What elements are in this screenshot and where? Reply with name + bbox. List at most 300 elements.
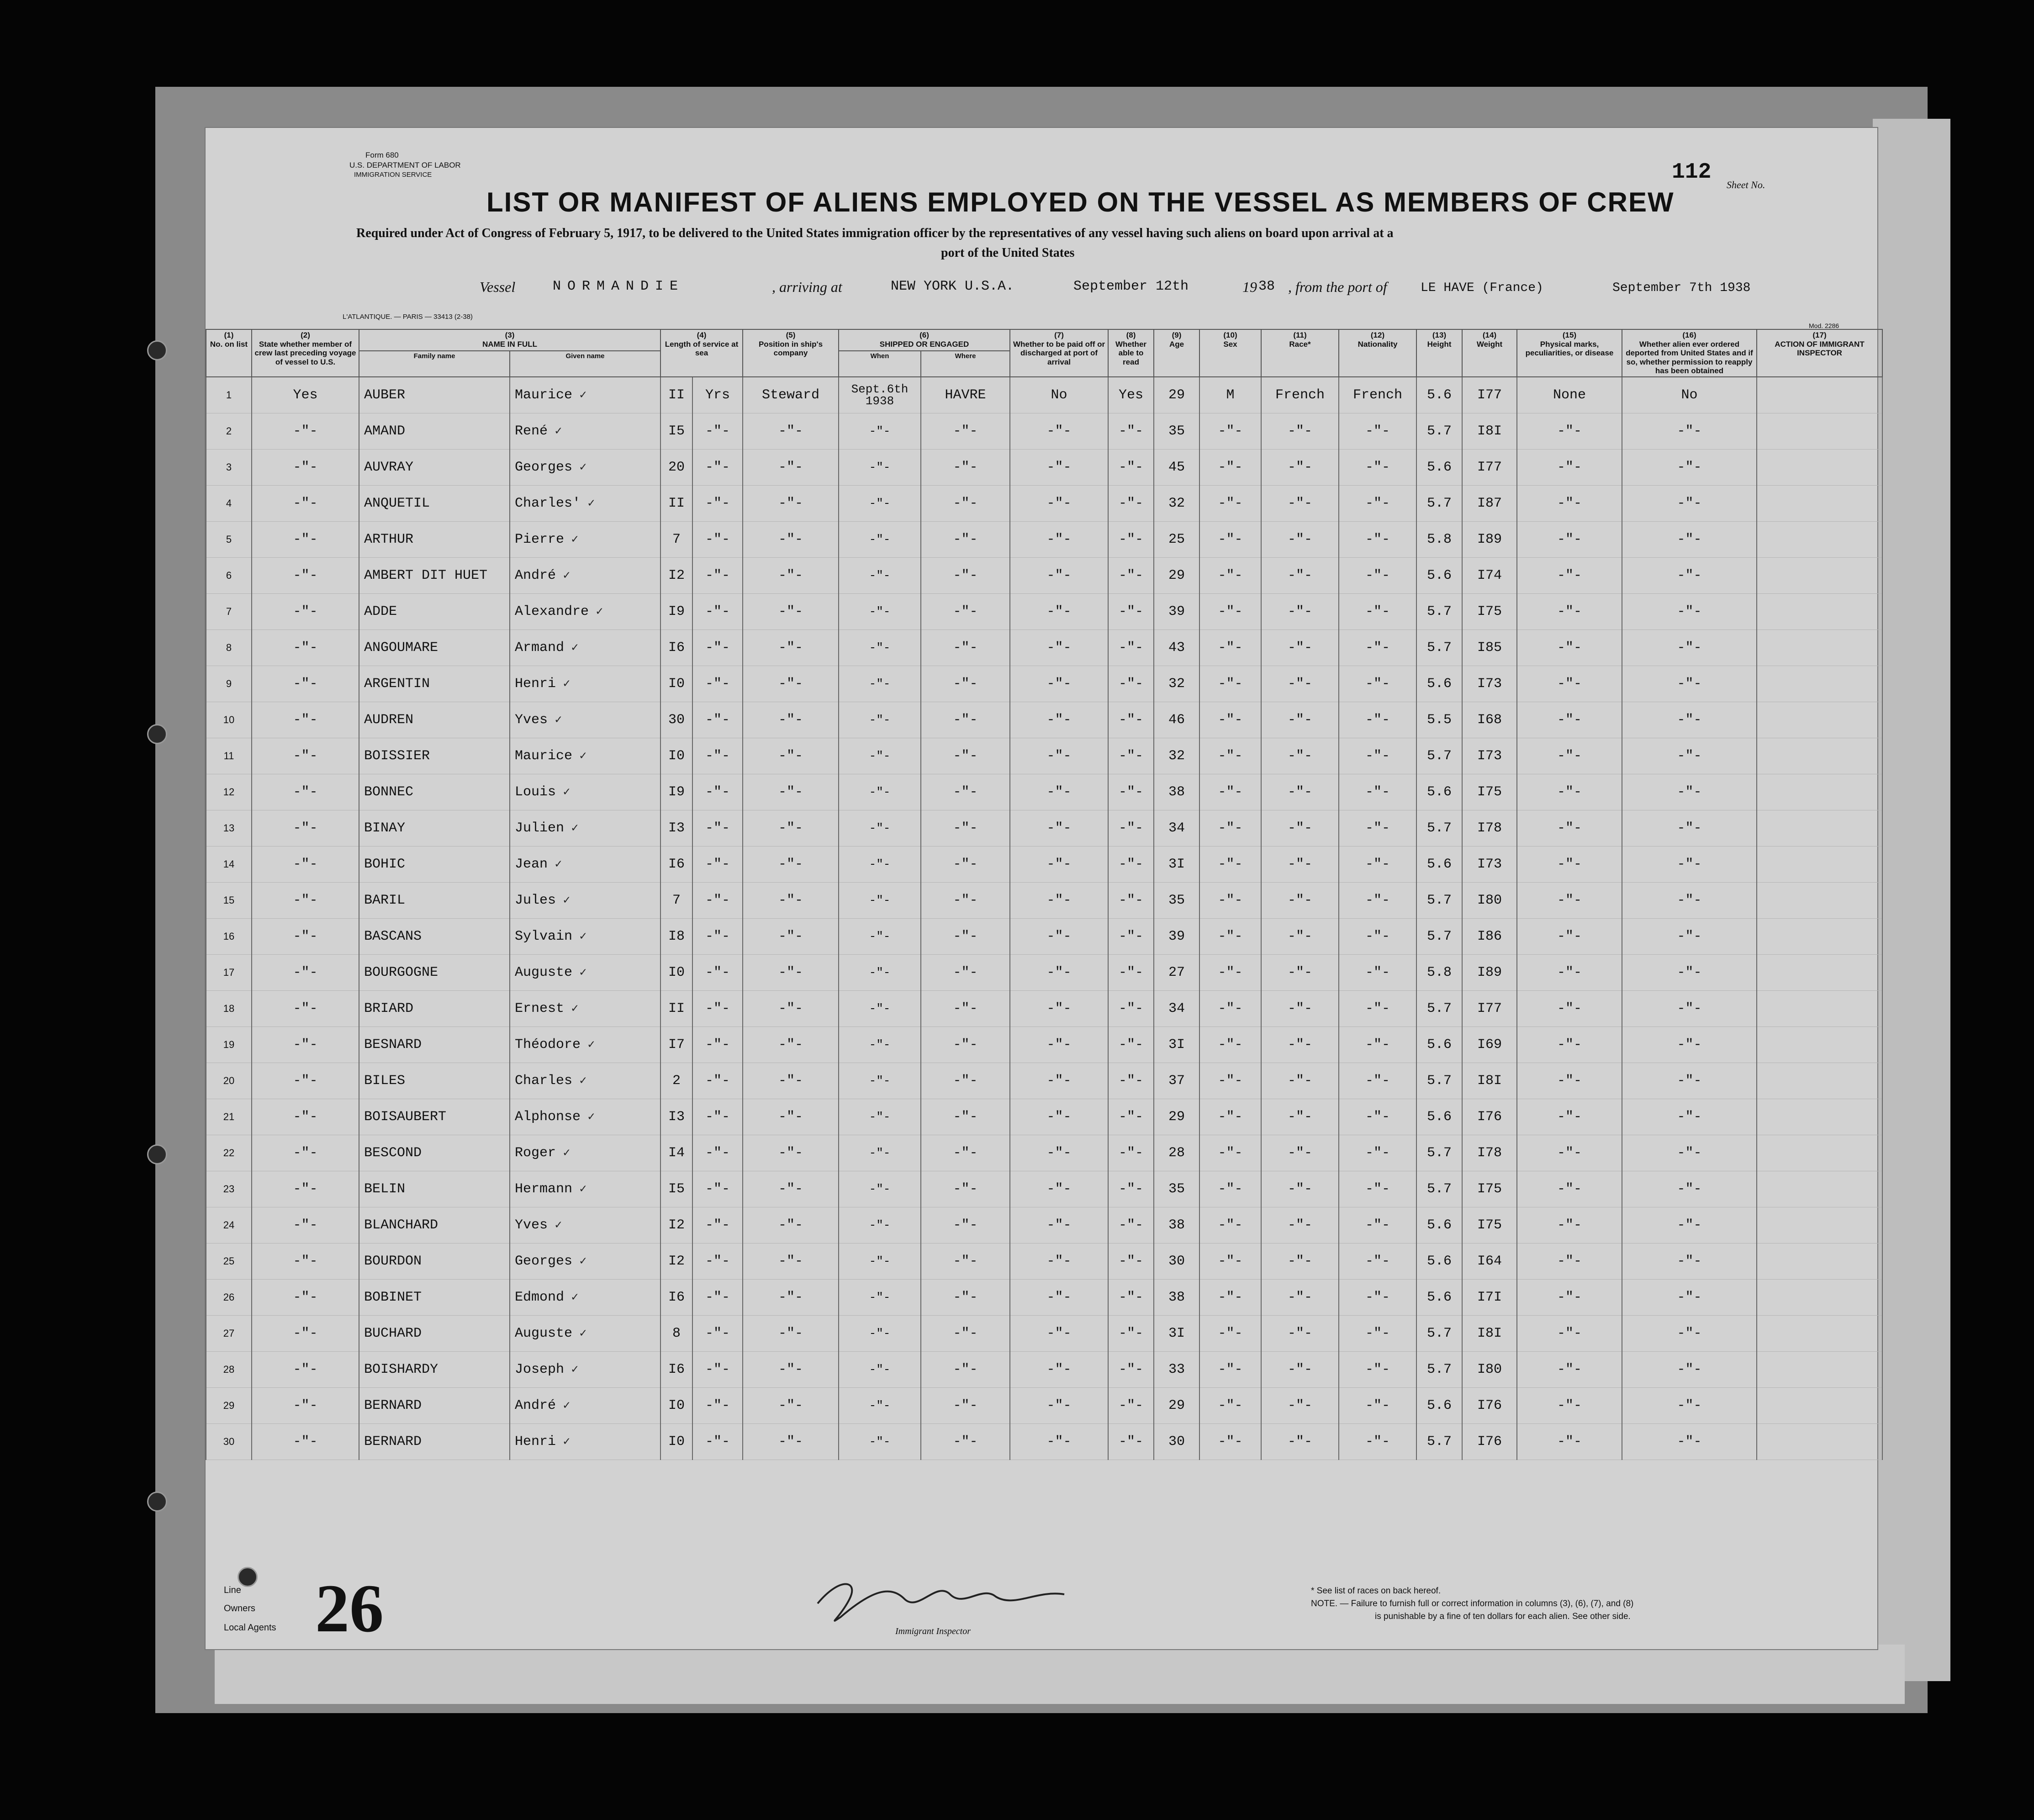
shipped-where-cell: -"- [921,954,1010,990]
height-cell: 5.6 [1416,1387,1462,1423]
given-name-cell: André ✓ [510,557,660,593]
given-name-cell: Maurice ✓ [510,738,660,774]
age-cell: 25 [1154,521,1199,557]
col-header-when: When [839,351,921,377]
shipped-where-cell: -"- [921,1279,1010,1315]
row-number-cell: 13 [206,810,252,846]
weight-cell: I7I [1462,1279,1517,1315]
row-number-cell: 27 [206,1315,252,1351]
age-cell: 38 [1154,774,1199,810]
check-mark-icon: ✓ [572,388,587,402]
background-sheet-bottom [215,1645,1905,1704]
length-of-service-cell: 30 [660,702,692,738]
col-header-previous-voyage: (2) State whether member of crew last preceding voyage of vessel to U.S. [252,329,359,377]
shipped-where-cell: -"- [921,521,1010,557]
age-cell: 32 [1154,666,1199,702]
height-cell: 5.6 [1416,1207,1462,1243]
service-unit-cell: -"- [692,810,743,846]
col-header-paid-off: (7) Whether to be paid off or discharged at port of arrival [1010,329,1108,377]
length-of-service-cell: I8 [660,918,692,954]
given-name-cell: Auguste ✓ [510,954,660,990]
check-mark-icon: ✓ [548,1218,562,1232]
service-unit-cell: -"- [692,449,743,485]
shipped-where-cell: -"- [921,413,1010,449]
length-of-service-cell: I0 [660,1423,692,1460]
weight-cell: I73 [1462,666,1517,702]
col-header-nationality: (12) Nationality [1339,329,1416,377]
row-number-cell: 28 [206,1351,252,1387]
paid-off-cell: -"- [1010,882,1108,918]
service-unit-cell: -"- [692,1135,743,1171]
given-name-cell: Joseph ✓ [510,1351,660,1387]
inspector-action-cell [1757,1387,1882,1423]
deported-cell: -"- [1622,593,1757,630]
sex-cell: -"- [1199,990,1261,1026]
vessel-name: NORMANDIE [553,279,685,294]
weight-cell: I76 [1462,1387,1517,1423]
table-row [206,413,1882,449]
paid-off-cell: -"- [1010,990,1108,1026]
shipped-where-cell: -"- [921,630,1010,666]
sex-cell: -"- [1199,954,1261,990]
position-cell: -"- [743,1171,839,1207]
position-cell: -"- [743,593,839,630]
service-unit-cell: -"- [692,1099,743,1135]
weight-cell: I69 [1462,1026,1517,1063]
departure-date: September 7th 1938 [1612,281,1751,295]
inspector-action-cell [1757,377,1882,413]
inspector-action-cell [1757,666,1882,702]
sex-cell: -"- [1199,1063,1261,1099]
able-to-read-cell: -"- [1108,1279,1154,1315]
nationality-cell: -"- [1339,810,1416,846]
previous-voyage-cell: -"- [252,810,359,846]
given-name-cell: Hermann ✓ [510,1171,660,1207]
check-mark-icon: ✓ [556,677,571,691]
weight-cell: I8I [1462,1315,1517,1351]
height-cell: 5.6 [1416,1243,1462,1279]
deported-cell: -"- [1622,1351,1757,1387]
table-row [206,1423,1882,1460]
arrival-port: NEW YORK U.S.A. [891,279,1014,294]
paid-off-cell: -"- [1010,557,1108,593]
family-name-cell: BOBINET [359,1279,510,1315]
check-mark-icon: ✓ [556,893,571,907]
given-name-cell: Henri ✓ [510,666,660,702]
family-name-cell: BOISSIER [359,738,510,774]
shipped-where-cell: -"- [921,1063,1010,1099]
able-to-read-cell: -"- [1108,1135,1154,1171]
age-cell: 29 [1154,1099,1199,1135]
previous-voyage-cell: -"- [252,449,359,485]
service-unit-cell: Yrs [692,377,743,413]
arrival-date: September 12th [1073,279,1189,294]
deported-cell: -"- [1622,738,1757,774]
age-cell: 32 [1154,485,1199,521]
given-name-cell: Sylvain ✓ [510,918,660,954]
service-unit-cell: -"- [692,882,743,918]
height-cell: 5.6 [1416,1279,1462,1315]
sheet-number-label: Sheet No. [1727,179,1765,190]
length-of-service-cell: I6 [660,1351,692,1387]
paid-off-cell: -"- [1010,774,1108,810]
service-unit-cell: -"- [692,593,743,630]
physical-marks-cell: -"- [1517,593,1622,630]
deported-cell: -"- [1622,774,1757,810]
length-of-service-cell: II [660,377,692,413]
service-unit-cell: -"- [692,990,743,1026]
binder-hole [147,1492,167,1512]
age-cell: 34 [1154,990,1199,1026]
previous-voyage-cell: -"- [252,1063,359,1099]
check-mark-icon: ✓ [548,424,562,438]
nationality-cell: -"- [1339,449,1416,485]
weight-cell: I76 [1462,1423,1517,1460]
nationality-cell: -"- [1339,1063,1416,1099]
col-header-position: (5) Position in ship's company [743,329,839,377]
shipped-when-cell: -"- [839,774,921,810]
table-header-row [206,329,1882,351]
check-mark-icon: ✓ [572,460,587,474]
family-name-cell: AMAND [359,413,510,449]
table-row [206,1135,1882,1171]
col-header-deported: (16) Whether alien ever ordered deported from United States and if so, whether permission to reapply has been obtained [1622,329,1757,377]
previous-voyage-cell: -"- [252,738,359,774]
weight-cell: I86 [1462,918,1517,954]
deported-cell: -"- [1622,1387,1757,1423]
length-of-service-cell: I0 [660,738,692,774]
table-row [206,1063,1882,1099]
position-cell: -"- [743,738,839,774]
physical-marks-cell: -"- [1517,630,1622,666]
race-cell: -"- [1261,1243,1339,1279]
given-name-cell: Georges ✓ [510,1243,660,1279]
shipped-where-cell: -"- [921,882,1010,918]
row-number-cell: 21 [206,1099,252,1135]
physical-marks-cell: -"- [1517,1423,1622,1460]
service-unit-cell: -"- [692,1315,743,1351]
length-of-service-cell: I6 [660,1279,692,1315]
sex-cell: -"- [1199,810,1261,846]
race-cell: -"- [1261,557,1339,593]
weight-cell: I89 [1462,954,1517,990]
inspector-action-cell [1757,521,1882,557]
nationality-cell: -"- [1339,1351,1416,1387]
inspector-action-cell [1757,918,1882,954]
deported-cell: -"- [1622,1243,1757,1279]
deported-cell: -"- [1622,918,1757,954]
position-cell: -"- [743,1351,839,1387]
departure-port: LE HAVE (France) [1421,281,1543,295]
paid-off-cell: -"- [1010,449,1108,485]
sex-cell: -"- [1199,918,1261,954]
binder-hole [238,1567,258,1587]
position-cell: -"- [743,1423,839,1460]
nationality-cell: -"- [1339,846,1416,882]
height-cell: 5.7 [1416,990,1462,1026]
form-number: Form 680 [365,151,399,159]
previous-voyage-cell: -"- [252,1315,359,1351]
race-cell: -"- [1261,1026,1339,1063]
check-mark-icon: ✓ [564,1001,579,1016]
family-name-cell: BILES [359,1063,510,1099]
length-of-service-cell: I2 [660,1207,692,1243]
family-name-cell: ANQUETIL [359,485,510,521]
paid-off-cell: -"- [1010,1423,1108,1460]
col-header-list-number: (1) No. on list [206,329,252,377]
position-cell: -"- [743,485,839,521]
height-cell: 5.7 [1416,918,1462,954]
col-header-given-name: Given name [510,351,660,377]
deported-cell: -"- [1622,1207,1757,1243]
weight-cell: I89 [1462,521,1517,557]
length-of-service-cell: 8 [660,1315,692,1351]
age-cell: 3I [1154,1315,1199,1351]
length-of-service-cell: I0 [660,954,692,990]
row-number-cell: 4 [206,485,252,521]
service-unit-cell: -"- [692,1423,743,1460]
table-row [206,882,1882,918]
shipped-when-cell: -"- [839,1099,921,1135]
length-of-service-cell: 7 [660,882,692,918]
shipped-when-cell: -"- [839,1423,921,1460]
age-cell: 3I [1154,846,1199,882]
height-cell: 5.7 [1416,1315,1462,1351]
col-header-age: (9) Age [1154,329,1199,377]
able-to-read-cell: -"- [1108,666,1154,702]
physical-marks-cell: -"- [1517,1063,1622,1099]
row-number-cell: 17 [206,954,252,990]
check-mark-icon: ✓ [564,821,579,835]
service-unit-cell: -"- [692,918,743,954]
height-cell: 5.8 [1416,521,1462,557]
row-number-cell: 15 [206,882,252,918]
deported-cell: -"- [1622,1099,1757,1135]
shipped-when-cell: -"- [839,1279,921,1315]
check-mark-icon: ✓ [581,1037,595,1052]
check-mark-icon: ✓ [589,604,603,619]
sex-cell: -"- [1199,702,1261,738]
race-cell: -"- [1261,1099,1339,1135]
given-name-cell: Georges ✓ [510,449,660,485]
previous-voyage-cell: -"- [252,954,359,990]
given-name-cell: Armand ✓ [510,630,660,666]
sex-cell: -"- [1199,1026,1261,1063]
position-cell: -"- [743,1063,839,1099]
able-to-read-cell: -"- [1108,774,1154,810]
given-name-cell: Théodore ✓ [510,1026,660,1063]
table-row [206,630,1882,666]
deported-cell: -"- [1622,630,1757,666]
nationality-cell: -"- [1339,1135,1416,1171]
given-name-cell: Julien ✓ [510,810,660,846]
physical-marks-cell: -"- [1517,954,1622,990]
shipped-when-cell: -"- [839,918,921,954]
row-number-cell: 25 [206,1243,252,1279]
service-unit-cell: -"- [692,774,743,810]
previous-voyage-cell: -"- [252,846,359,882]
shipped-where-cell: -"- [921,810,1010,846]
sex-cell: -"- [1199,593,1261,630]
sheet-number: 112 [1672,160,1712,185]
row-number-cell: 11 [206,738,252,774]
paid-off-cell: -"- [1010,810,1108,846]
shipped-when-cell: -"- [839,882,921,918]
race-cell: -"- [1261,990,1339,1026]
position-cell: -"- [743,846,839,882]
age-cell: 3I [1154,1026,1199,1063]
table-row [206,1171,1882,1207]
shipped-when-cell: -"- [839,1063,921,1099]
weight-cell: I80 [1462,882,1517,918]
family-name-cell: ARTHUR [359,521,510,557]
given-name-cell: Henri ✓ [510,1423,660,1460]
paid-off-cell: -"- [1010,666,1108,702]
family-name-cell: ARGENTIN [359,666,510,702]
family-name-cell: ADDE [359,593,510,630]
row-number-cell: 24 [206,1207,252,1243]
binder-hole [147,340,167,360]
sex-cell: -"- [1199,413,1261,449]
able-to-read-cell: -"- [1108,413,1154,449]
paid-off-cell: -"- [1010,1026,1108,1063]
age-cell: 35 [1154,1171,1199,1207]
length-of-service-cell: 2 [660,1063,692,1099]
inspector-action-cell [1757,485,1882,521]
physical-marks-cell: -"- [1517,1243,1622,1279]
race-cell: -"- [1261,918,1339,954]
nationality-cell: French [1339,377,1416,413]
height-cell: 5.7 [1416,413,1462,449]
nationality-cell: -"- [1339,954,1416,990]
table-row [206,485,1882,521]
physical-marks-cell: -"- [1517,774,1622,810]
shipped-when-cell: -"- [839,1351,921,1387]
check-mark-icon: ✓ [581,1110,595,1124]
physical-marks-cell: -"- [1517,810,1622,846]
col-header-family-name: Family name [359,351,510,377]
position-cell: -"- [743,1279,839,1315]
able-to-read-cell: -"- [1108,990,1154,1026]
shipped-where-cell: HAVRE [921,377,1010,413]
document-title: LIST OR MANIFEST OF ALIENS EMPLOYED ON THE VESSEL AS MEMBERS OF CREW [486,187,1675,217]
position-cell: -"- [743,1135,839,1171]
nationality-cell: -"- [1339,593,1416,630]
inspector-action-cell [1757,1026,1882,1063]
manifest-table-area [206,329,1877,1581]
previous-voyage-cell: -"- [252,1387,359,1423]
sex-cell: -"- [1199,1099,1261,1135]
shipped-when-cell: -"- [839,413,921,449]
paid-off-cell: -"- [1010,1279,1108,1315]
weight-cell: I77 [1462,449,1517,485]
position-cell: -"- [743,413,839,449]
deported-cell: -"- [1622,882,1757,918]
sex-cell: -"- [1199,521,1261,557]
shipped-when-cell: -"- [839,846,921,882]
length-of-service-cell: I2 [660,1243,692,1279]
table-row [206,810,1882,846]
service-unit-cell: -"- [692,666,743,702]
row-number-cell: 10 [206,702,252,738]
age-cell: 29 [1154,377,1199,413]
given-name-cell: Charles ✓ [510,1063,660,1099]
physical-marks-cell: -"- [1517,702,1622,738]
shipped-when-cell: -"- [839,557,921,593]
age-cell: 33 [1154,1351,1199,1387]
check-mark-icon: ✓ [572,929,587,943]
family-name-cell: BLANCHARD [359,1207,510,1243]
length-of-service-cell: I3 [660,1099,692,1135]
row-number-cell: 2 [206,413,252,449]
deported-cell: -"- [1622,666,1757,702]
able-to-read-cell: -"- [1108,630,1154,666]
position-cell: -"- [743,702,839,738]
shipped-where-cell: -"- [921,449,1010,485]
deported-cell: -"- [1622,702,1757,738]
family-name-cell: BARIL [359,882,510,918]
age-cell: 27 [1154,954,1199,990]
paid-off-cell: -"- [1010,1351,1108,1387]
family-name-cell: BERNARD [359,1387,510,1423]
nationality-cell: -"- [1339,521,1416,557]
physical-marks-cell: -"- [1517,1315,1622,1351]
shipped-when-cell: -"- [839,738,921,774]
given-name-cell: Alexandre ✓ [510,593,660,630]
age-cell: 30 [1154,1243,1199,1279]
family-name-cell: ANGOUMARE [359,630,510,666]
age-cell: 32 [1154,738,1199,774]
col-header-weight: (14) Weight [1462,329,1517,377]
shipped-where-cell: -"- [921,1026,1010,1063]
document-subtitle-line2: port of the United States [941,246,1075,260]
physical-marks-cell: -"- [1517,846,1622,882]
paid-off-cell: -"- [1010,521,1108,557]
family-name-cell: BESNARD [359,1026,510,1063]
immigrant-inspector-label: Immigrant Inspector [895,1626,971,1636]
binder-hole [147,724,167,744]
table-row [206,666,1882,702]
inspector-action-cell [1757,702,1882,738]
inspector-action-cell [1757,1279,1882,1315]
nationality-cell: -"- [1339,882,1416,918]
age-cell: 35 [1154,413,1199,449]
paid-off-cell: -"- [1010,1099,1108,1135]
position-cell: -"- [743,882,839,918]
inspector-action-cell [1757,1315,1882,1351]
shipped-where-cell: -"- [921,485,1010,521]
height-cell: 5.7 [1416,810,1462,846]
position-cell: -"- [743,1243,839,1279]
inspector-action-cell [1757,846,1882,882]
able-to-read-cell: -"- [1108,1243,1154,1279]
family-name-cell: BRIARD [359,990,510,1026]
service-unit-cell: -"- [692,557,743,593]
position-cell: -"- [743,630,839,666]
physical-marks-cell: -"- [1517,413,1622,449]
height-cell: 5.7 [1416,1063,1462,1099]
check-mark-icon: ✓ [556,568,571,582]
row-number-cell: 22 [206,1135,252,1171]
binder-hole [147,1144,167,1164]
inspector-action-cell [1757,810,1882,846]
nationality-cell: -"- [1339,485,1416,521]
weight-cell: I8I [1462,413,1517,449]
shipped-when-cell: -"- [839,810,921,846]
length-of-service-cell: I6 [660,630,692,666]
nationality-cell: -"- [1339,1171,1416,1207]
paid-off-cell: No [1010,377,1108,413]
